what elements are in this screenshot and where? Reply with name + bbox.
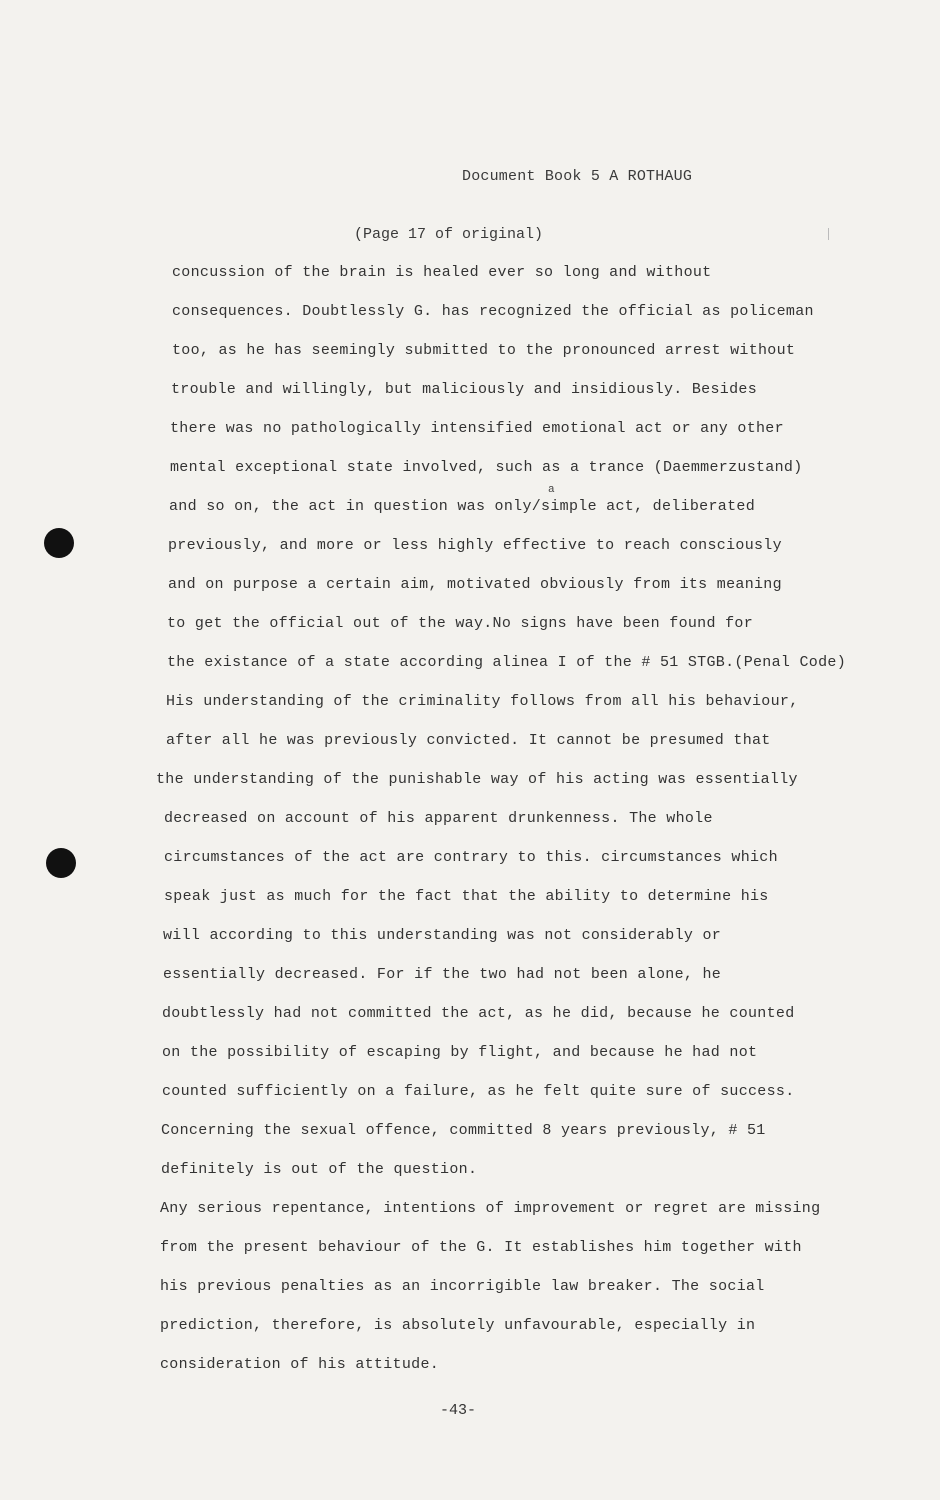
- body-line: doubtlessly had not committed the act, as he did, because he counted: [162, 1005, 795, 1022]
- body-line: Any serious repentance, intentions of improvement or regret are missing: [160, 1200, 821, 1217]
- body-line: decreased on account of his apparent drunkenness. The whole: [164, 810, 713, 827]
- body-line: his previous penalties as an incorrigible law breaker. The social: [160, 1278, 765, 1295]
- body-line: circumstances of the act are contrary to this. circumstances which: [164, 849, 778, 866]
- body-line: essentially decreased. For if the two had not been alone, he: [163, 966, 722, 983]
- body-line: the understanding of the punishable way of his acting was essentially: [156, 771, 798, 788]
- body-line: concussion of the brain is healed ever so long and without: [172, 264, 712, 281]
- body-line: will according to this understanding was not considerably or: [163, 927, 722, 944]
- body-line: consequences. Doubtlessly G. has recognized the official as policeman: [172, 303, 814, 320]
- body-line: definitely is out of the question.: [161, 1161, 478, 1178]
- body-line: the existance of a state according alinea I of the # 51 STGB.(Penal Code): [167, 654, 847, 671]
- body-line: His understanding of the criminality follows from all his behaviour,: [166, 693, 799, 710]
- body-line: counted sufficiently on a failure, as he felt quite sure of success.: [162, 1083, 795, 1100]
- body-line: on the possibility of escaping by flight, and because he had not: [162, 1044, 758, 1061]
- insertion-mark: a: [548, 484, 555, 496]
- punch-hole-top: [44, 528, 74, 558]
- body-line: Concerning the sexual offence, committed 8 years previously, # 51: [161, 1122, 766, 1139]
- body-line: consideration of his attitude.: [160, 1356, 440, 1373]
- body-line: to get the official out of the way.No signs have been found for: [167, 615, 753, 632]
- body-line: after all he was previously convicted. It cannot be presumed that: [166, 732, 771, 749]
- margin-mark: [828, 228, 829, 240]
- body-line: and so on, the act in question was only/simple act, deliberated: [169, 498, 755, 515]
- body-line: previously, and more or less highly effective to reach consciously: [168, 537, 782, 554]
- body-line: and on purpose a certain aim, motivated obviously from its meaning: [168, 576, 782, 593]
- document-header: Document Book 5 A ROTHAUG: [462, 168, 693, 185]
- body-line: speak just as much for the fact that the ability to determine his: [164, 888, 769, 905]
- page-number: -43-: [440, 1402, 477, 1419]
- body-line: there was no pathologically intensified emotional act or any other: [170, 420, 784, 437]
- body-line: mental exceptional state involved, such as a trance (Daemmerzustand): [170, 459, 803, 476]
- punch-hole-bottom: [46, 848, 76, 878]
- body-line: prediction, therefore, is absolutely unfavourable, especially in: [160, 1317, 756, 1334]
- body-line: from the present behaviour of the G. It establishes him together with: [160, 1239, 802, 1256]
- body-line: trouble and willingly, but maliciously and insidiously. Besides: [171, 381, 757, 398]
- page-reference: (Page 17 of original): [354, 226, 544, 243]
- body-line: too, as he has seemingly submitted to the pronounced arrest without: [172, 342, 796, 359]
